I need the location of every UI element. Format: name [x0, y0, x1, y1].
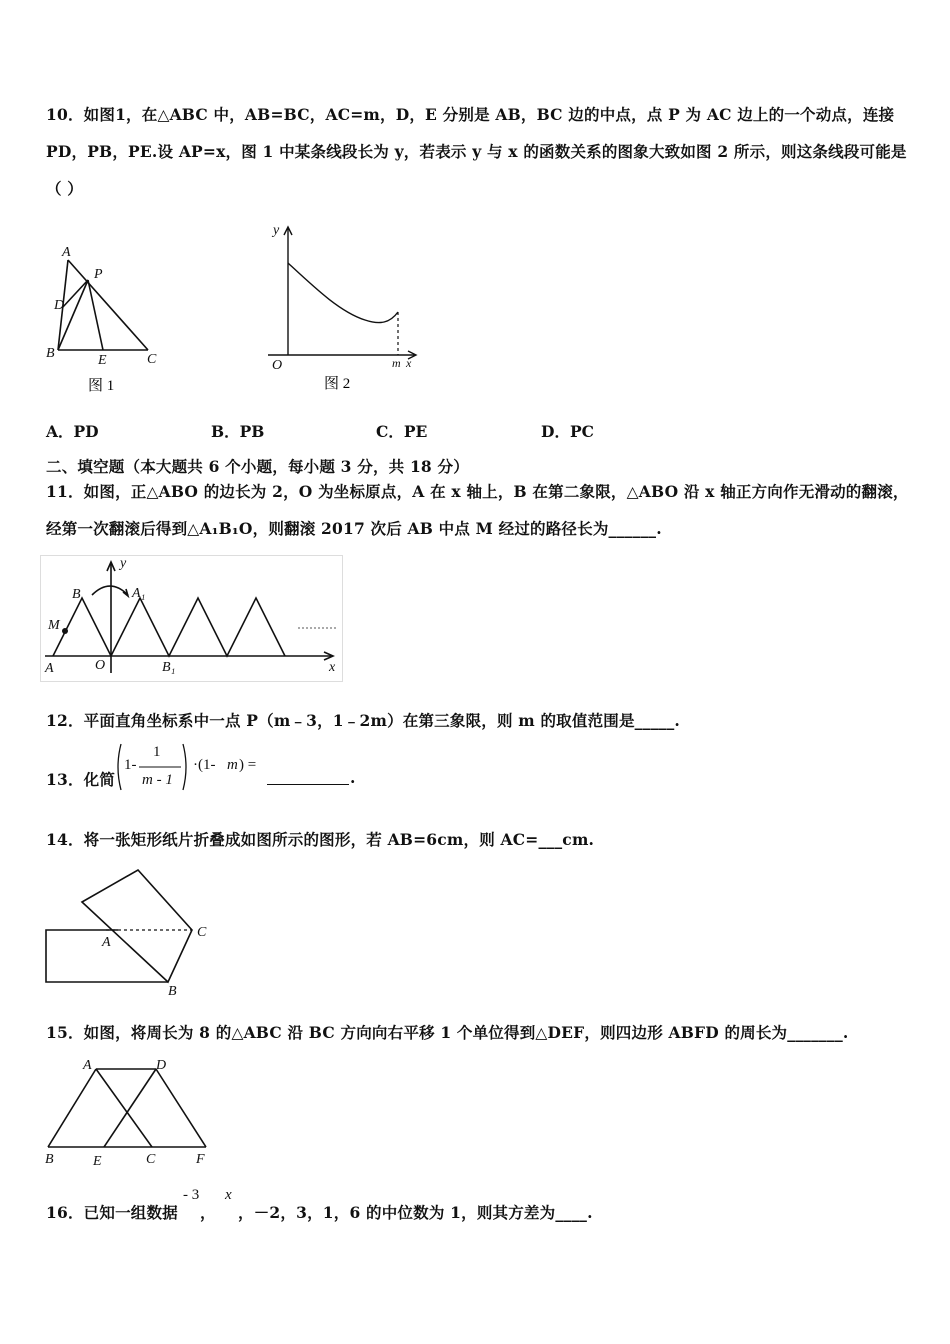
q13-one: 1-	[124, 757, 137, 773]
q15-text: 15．如图，将周长为 8 的△ABC 沿 BC 方向向右平移 1 个单位得到△DEF，则四边形 ABFD 的周长为_______.	[46, 1023, 849, 1042]
q14-figure	[40, 862, 220, 1002]
q11-line-1: 11．如图，正△ABO 的边长为 2，O 为坐标原点，A 在 x 轴上，B 在第二象限，△ABO 沿 x 轴正方向作无滑动的翻滚，	[46, 482, 909, 501]
fig1-label-c: C	[147, 352, 157, 367]
q10-option-b: B．PB	[211, 422, 265, 441]
q11-label-o: O	[95, 658, 106, 673]
q16-neg3: - 3	[183, 1187, 200, 1203]
q11-label-b1: B₁	[162, 660, 176, 675]
q13-numerator: 1	[153, 744, 161, 760]
fig1-label-e: E	[98, 353, 107, 368]
q15-label-d: D	[156, 1058, 167, 1073]
q13-answer-blank	[267, 770, 349, 785]
q10-figure-2	[260, 220, 430, 400]
q13-times: ·(1-	[193, 757, 216, 773]
fig2-label-y: y	[273, 223, 280, 238]
q15-label-e: E	[93, 1154, 102, 1169]
fig2-caption: 图 2	[324, 376, 351, 392]
q11-label-b: B	[72, 587, 81, 602]
q15-label-f: F	[196, 1152, 205, 1167]
q16-x: x	[225, 1187, 232, 1203]
fig2-label-x: x	[406, 356, 412, 370]
q10-line-2: PD，PB，PE.设 AP=x，图 1 中某条线段长为 y，若表示 y 与 x 的函数关系的图象大致如图 2 所示，则这条线段可能是	[46, 142, 907, 161]
q13-denominator: m - 1	[142, 772, 173, 788]
q16-comma: ，	[200, 1203, 216, 1222]
q10-figure-1	[40, 240, 170, 400]
q11-line-2: 经第一次翻滚后得到△A₁B₁O，则翻滚 2017 次后 AB 中点 M 经过的路径长为______.	[46, 519, 662, 538]
q14-text: 14．将一张矩形纸片折叠成如图所示的图形，若 AB=6cm，则 AC=___cm.	[46, 830, 595, 849]
q13-close: ) =	[239, 757, 257, 773]
q14-label-b: B	[168, 984, 177, 999]
q15-label-b: B	[45, 1152, 54, 1167]
q14-label-c: C	[197, 925, 207, 940]
q15-label-c: C	[146, 1152, 156, 1167]
fig1-caption: 图 1	[88, 378, 115, 394]
fig1-label-p: P	[94, 267, 103, 282]
q11-label-a1: A₁	[132, 586, 146, 601]
q15-figure	[40, 1055, 220, 1170]
fig1-label-d: D	[54, 298, 65, 313]
q16-rest: ，－2，3，1，6 的中位数为 1，则其方差为____.	[238, 1203, 593, 1222]
q14-label-a: A	[102, 935, 111, 950]
q10-option-a: A．PD	[46, 422, 99, 441]
q10-option-d: D．PC	[541, 422, 594, 441]
q11-label-y: y	[120, 556, 127, 571]
fig1-label-b: B	[46, 346, 55, 361]
q10-option-c: C．PE	[376, 422, 428, 441]
q13-prefix: 13．化简	[46, 770, 116, 789]
q11-figure	[40, 555, 345, 683]
q16-prefix: 16．已知一组数据	[46, 1203, 178, 1222]
q12-text: 12．平面直角坐标系中一点 P（m﹣3，1﹣2m）在第三象限，则 m 的取值范围是_____.	[46, 711, 681, 730]
q11-label-x: x	[329, 660, 336, 675]
q11-label-a: A	[45, 661, 54, 676]
q10-line-3: （ ）	[46, 179, 83, 198]
fig2-label-o: O	[272, 358, 283, 373]
q10-line-1: 10．如图1，在△ABC 中，AB=BC，AC=m，D，E 分别是 AB，BC 边的中点，点 P 为 AC 边上的一个动点，连接	[46, 105, 895, 124]
section-heading: 二、填空题（本大题共 6 个小题，每小题 3 分，共 18 分）	[46, 457, 469, 476]
q11-label-m: M	[48, 618, 60, 633]
fig2-label-m: m	[392, 356, 401, 370]
q13-m: m	[227, 757, 238, 773]
fig1-label-a: A	[62, 245, 71, 260]
q15-label-a: A	[83, 1058, 92, 1073]
q13-suffix: .	[350, 768, 356, 787]
